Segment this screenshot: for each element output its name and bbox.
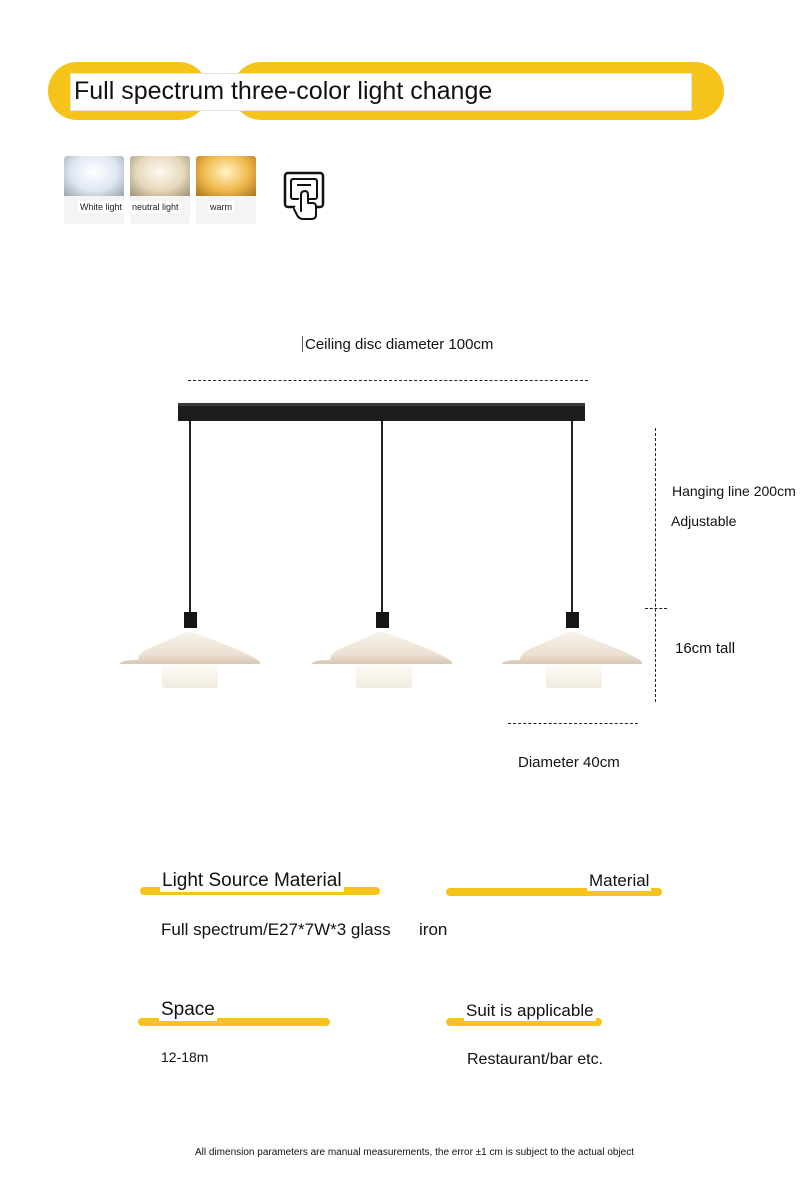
space-value: 12-18m <box>161 1049 209 1065</box>
height-label: 16cm tall <box>675 640 736 657</box>
material-heading: Material <box>589 871 650 890</box>
touch-switch-icon <box>283 171 327 221</box>
hanging-dimension-tick <box>645 608 667 609</box>
hanging-line-label: Hanging line 200cm <box>672 483 796 499</box>
diameter-dimension-line <box>508 723 638 724</box>
swatch-label-white: White light <box>80 202 123 212</box>
light-source-value: Full spectrum/E27*7W*3 glass <box>161 920 391 939</box>
ceiling-marker <box>302 336 303 352</box>
suit-heading: Suit is applicable <box>466 1001 594 1020</box>
space-heading: Space <box>161 999 215 1020</box>
pendant-lamp-illustration <box>110 398 650 698</box>
light-source-heading: Light Source Material <box>162 870 342 891</box>
ceiling-disc-label: Ceiling disc diameter 100cm <box>305 336 494 353</box>
swatch-label-warm: warm <box>210 202 232 212</box>
hanging-dimension-line <box>655 428 656 702</box>
adjustable-label: Adjustable <box>671 513 737 529</box>
swatch-label-neutral: neutral light <box>132 202 179 212</box>
footer-note: All dimension parameters are manual measurements, the error ±1 cm is subject to the actual object <box>195 1147 635 1158</box>
ceiling-dimension-line <box>188 380 588 381</box>
material-value: iron <box>419 920 448 939</box>
swatch-white-light <box>64 156 124 224</box>
swatch-neutral-light <box>130 156 190 224</box>
diameter-label: Diameter 40cm <box>518 754 620 771</box>
suit-value: Restaurant/bar etc. <box>467 1051 604 1068</box>
swatch-warm-light <box>196 156 256 224</box>
page-title: Full spectrum three-color light change <box>74 77 493 105</box>
